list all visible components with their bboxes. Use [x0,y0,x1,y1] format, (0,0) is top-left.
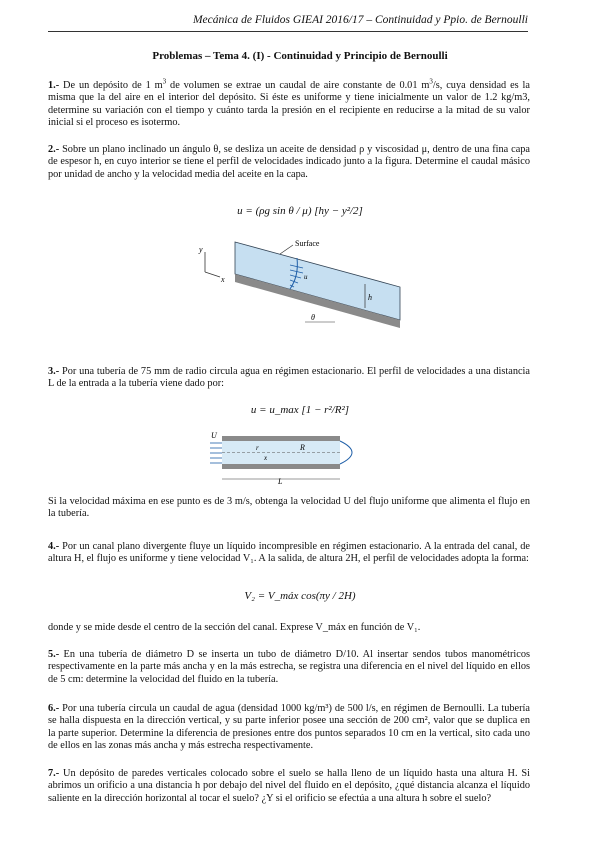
problem-4-after: donde y se mide desde el centro de la sección del canal. Exprese V_máx en función de V₁. [48,622,421,633]
problem-3-equation: u = u_max [1 − r²/R²] [250,404,350,416]
problem-6 [48,703,530,752]
problem-1 [48,77,530,129]
U-label: U [211,431,217,440]
problem-3 [48,366,530,391]
L-label: L [278,477,283,486]
pipe-wall-bottom [222,464,340,469]
problem-5 [48,649,530,686]
inlet-arrows [210,443,222,463]
problem-5-number: 5.- [48,649,60,660]
problem-1-sup-a: 3 [162,77,167,86]
h-label: h [368,293,372,302]
surface-label: Surface [295,239,320,248]
x-label: x [264,454,268,462]
problem-6-text: Por una tubería circula un caudal de agua (densidad 1000 kg/m³) de 500 l/s, en régimen de Bernoulli. La tubería se halla dispuesta en la dirección vertical, y su parte inferior posee una sección de 200 cm², valor que se duplica en la parte superior. Determine la diferencia de presiones entre dos puntos separados 10 cm en la vertical, sito cada uno de ellos en las zonas más ancha y más estrecha respectivamente. [48,703,530,751]
problem-2-number: 2.- [48,144,60,155]
page-header: Mecánica de Fluidos GIEAI 2016/17 – Continuidad y Ppio. de Bernoulli [192,14,528,26]
x-axis-label: x [221,275,225,284]
outlet-profile [340,441,352,464]
problem-4 [48,541,530,566]
problem-1-text-c: /s, cuya densidad es la misma que la del aire en el interior del depósito. Si éste es uniforme y tiene inicialmente un valor de 1.2 kg/m3, determine su variación con el tiempo y cuánto tarda la presión en el recipiente en reducirse a la mitad de su valor inicial si el proceso es isotermo. [48,80,530,128]
pipe-flow-figure [208,430,363,486]
problem-3-number: 3.- [48,366,60,377]
problem-1-text-a: De un depósito de 1 m [59,80,163,91]
problem-2 [48,144,530,181]
problem-1-sup-b: 3 [429,77,433,86]
problem-1-number: 1.- [48,80,60,91]
problem-4-number: 4.- [48,541,60,552]
x-axis [205,272,220,277]
problem-2-text: Sobre un plano inclinado un ángulo θ, se desliza un aceite de densidad ρ y viscosidad μ, dentro de una fina capa de espesor h, en cuyo interior se tiene el perfil de velocidades indicado junto a la figura. Determine el caudal másico por unidad de ancho y la velocidad media del aceite en la capa. [48,144,530,180]
u-label: u [304,273,308,281]
problem-6-number: 6.- [48,703,60,714]
inclined-plane-figure [195,232,410,328]
theta-label: θ [311,313,315,322]
y-axis-label: y [199,245,203,254]
problem-5-text: En una tubería de diámetro D se inserta un tubo de diámetro D/10. Al insertar sendos tubos manométricos respectivamente en la parte más ancha y en la más estrecha, se registra una diferencia en el nivel del líquido en ellos de 5 cm: determine la velocidad del fluido en la tubería. [48,649,530,685]
problem-2-equation: u = (ρg sin θ / μ) [hy − y²/2] [237,205,363,217]
problem-4-text: Por un canal plano divergente fluye un líquido incompresible en régimen estacionario. A la entrada del canal, de altura H, el flujo es uniforme y tiene velocidad V₁. A la salida, de altura 2H, el perfil de velocidades adopta la forma: [48,541,530,565]
pipe-wall-top [222,436,340,441]
problem-3-after: Si la velocidad máxima en ese punto es de 3 m/s, obtenga la velocidad U del flujo uniforme que alimenta el flujo en la tubería. [48,496,530,520]
problem-7-text: Un depósito de paredes verticales colocado sobre el suelo se halla lleno de un líquido hasta una altura H. Si abrimos un orificio a una distancia h por debajo del nivel del fluido en el depósito, ¿qué distancia alcanza el líquido saliente en la dirección horizontal al tocar el suelo? ¿Y si el orificio se efectúa a una altura h sobre el suelo? [48,768,530,804]
r-label: r [256,444,259,452]
problem-3-text: Por una tubería de 75 mm de radio circula agua en régimen estacionario. El perfil de velocidades a una distancia L de la entrada a la tubería viene dado por: [48,366,530,390]
R-label: R [300,443,305,452]
problem-7-number: 7.- [48,768,60,779]
page-title: Problemas – Tema 4. (I) - Continuidad y Principio de Bernoulli [152,50,448,62]
header-rule [48,31,528,32]
problem-7 [48,768,530,805]
problem-1-text-b: de volumen se extrae un caudal de aire constante de 0.01 m [166,80,430,91]
problem-4-equation: V₂ = V_máx cos(πy / 2H) [244,590,356,602]
